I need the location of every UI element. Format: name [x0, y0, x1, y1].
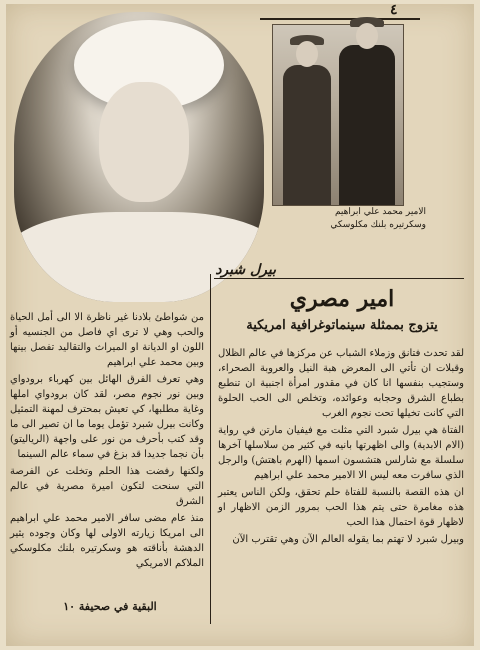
- article-column-left: [10, 310, 204, 573]
- portrait-face: [99, 82, 189, 202]
- column-divider: [210, 274, 211, 624]
- caption-line: وسكرتيره بلنك مكلوسكي: [330, 220, 426, 230]
- paragraph: ولكنها رفضت هذا الحلم وتخلت عن الفرصة التي سنحت لتكون اميرة مصرية في عالم الشرق: [10, 466, 204, 507]
- continued-on-page: البقية في صحيفة ١٠: [63, 600, 157, 613]
- article-subheadline: يتزوج بممثلة سينماتوغرافية امريكية: [246, 318, 438, 333]
- paragraph: وهي تعرف الفرق الهائل بين كهرباء برودواي وبين نور نجوم مصر، لقد كان برودواي املها وغاية مطلبها، كي تعيش بمحترف لمهنة التمثيل وكانت بيرل شبرد تؤمل يوما ما ان تصير الى ما وقد كتب بأحرف من نور على واجهة (الرياليتو) بأن نجما جديدا قد بزغ في سماء عالم السينما: [10, 374, 204, 460]
- man-figure-right: [339, 45, 395, 205]
- headline-rule: [214, 278, 464, 279]
- article-column-right: [218, 346, 464, 549]
- prince-and-secretary-photo: [272, 24, 404, 206]
- paragraph: منذ عام مضى سافر الامير محمد علي ابراهيم الى امريكا زيارته الاولى لها وكان وجوده يثير الدهشة بأناقته هو وسكرتيره بلنك مكلوسكي الملاكم الامريكي: [10, 513, 204, 569]
- paragraph: الفتاة هي بيرل شبرد التي مثلت مع فيفيان مارتن في رواية (الام الابدية) والى اظهرتها بانيه في كثير من سلاسلها آخرها سلسلة مع شارلس هتشسون اسمها (الهرم باهتش) والرجل الذي سافرت معه ليس الا الامير محمد علي ابراهيم: [218, 425, 464, 481]
- photo-caption: [276, 206, 426, 232]
- paragraph: لقد تحدث فتانق وزملاء الشباب عن مركزها في عالم الظلال وقبلات ان تأتي الى المعرض هبة النيل والعروبة الصحراء، وستجيب بنفسها انا كان في مقدور امرأة اجنبية ان تنطبع بطباع الشرق وحجابه وعوائده، وتخلص الى الحب الحلوة التي كانت تخيلها تحت نجوم الغرب: [218, 348, 464, 419]
- actress-name-signature: بيرل شبرد: [215, 262, 276, 278]
- article-headline: امير مصري: [289, 286, 395, 312]
- paragraph: من شواطئ بلادنا غير ناظرة الا الى أمل الحياة والحب وهي لا ترى اي فاصل من الجنسيه أو اللون او الديانة او الميراث والتقاليد تفصل بينها وبين محمد علي ابراهيم: [10, 312, 204, 368]
- man-figure-left: [283, 65, 331, 205]
- actress-portrait: [14, 12, 264, 302]
- paragraph: ان هذه القصة بالنسبة للفتاة حلم تحقق، ولكن الناس يعتبر هذه مغامرة حتى يتم هذا الحب بمرور الزمن الاظهار او لاظهار قوة احتمال هذا الحب: [218, 487, 464, 528]
- paragraph: وبيرل شبرد لا تهتم بما يقوله العالم الآن وهي تقترب الآن: [232, 534, 464, 545]
- page-number: ٤: [390, 2, 398, 18]
- caption-line: الامير محمد علي ابراهيم: [334, 207, 426, 217]
- top-rule: [260, 18, 420, 20]
